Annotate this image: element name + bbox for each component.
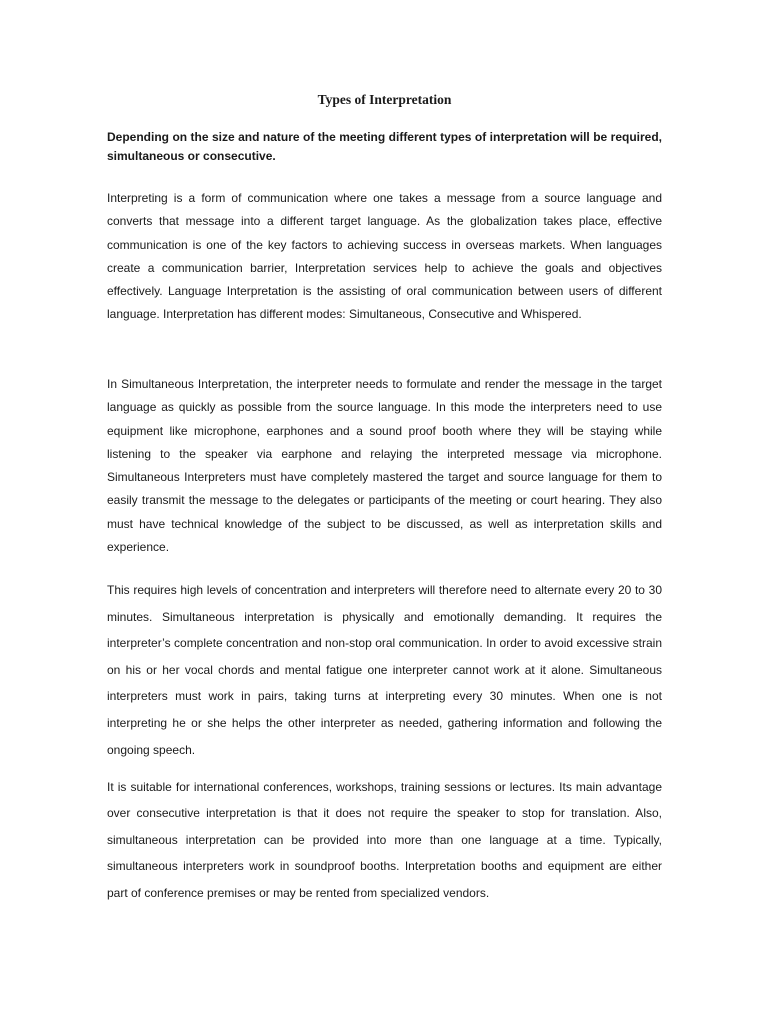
intro-paragraph: Depending on the size and nature of the meeting different types of interpretation will be required, simultaneous or consecutive. bbox=[107, 130, 662, 163]
paragraph-suitability: It is suitable for international conferences, workshops, training sessions or lectures. Its main advantage over consecutive interpretation is that it does not require the speaker to stop for translation. Also, simultaneous interpretation can be provided into more than one language at a time. Typically, simultaneous interpreters work in soundproof booths. Interpretation booths and equipment are either part of conference premises or may be rented from specialized vendors. bbox=[107, 780, 662, 900]
paragraph-interpreting-definition: Interpreting is a form of communication where one takes a message from a source language and converts that message into a different target language. As the globalization takes place, effective communication is one of the key factors to achieving success in overseas markets. When languages create a communication barrier, Interpretation services help to achieve the goals and objectives effectively. Language Interpretation is the assisting of oral communication between users of different language. Interpretation has different modes: Simultaneous, Consecutive and Whispered. bbox=[107, 191, 662, 322]
paragraph-simultaneous-interpretation: In Simultaneous Interpretation, the interpreter needs to formulate and render the message in the target language as quickly as possible from the source language. In this mode the interpreters need to use equipment like microphone, earphones and a sound proof booth where they will be staying while listening to the speaker via earphone and relaying the interpreted message via microphone. Simultaneous Interpreters must have completely mastered the target and source language for them to easily transmit the message to the delegates or participants of the meeting or court hearing. They also must have technical knowledge of the subject to be discussed, as well as interpretation skills and experience. bbox=[107, 377, 662, 555]
paragraph-concentration-requirements: This requires high levels of concentration and interpreters will therefore need to alternate every 20 to 30 minutes. Simultaneous interpretation is physically and emotionally demanding. It requires the interpreter’s complete concentration and non-stop oral communication. In order to avoid excessive strain on his or her vocal chords and mental fatigue one interpreter cannot work at it alone. Simultaneous interpreters must work in pairs, taking turns at interpreting every 30 minutes. When one is not interpreting he or she helps the other interpreter as needed, gathering information and following the ongoing speech. bbox=[107, 583, 662, 757]
document-page bbox=[107, 0, 662, 1024]
document-title: Types of Interpretation bbox=[317, 92, 452, 107]
